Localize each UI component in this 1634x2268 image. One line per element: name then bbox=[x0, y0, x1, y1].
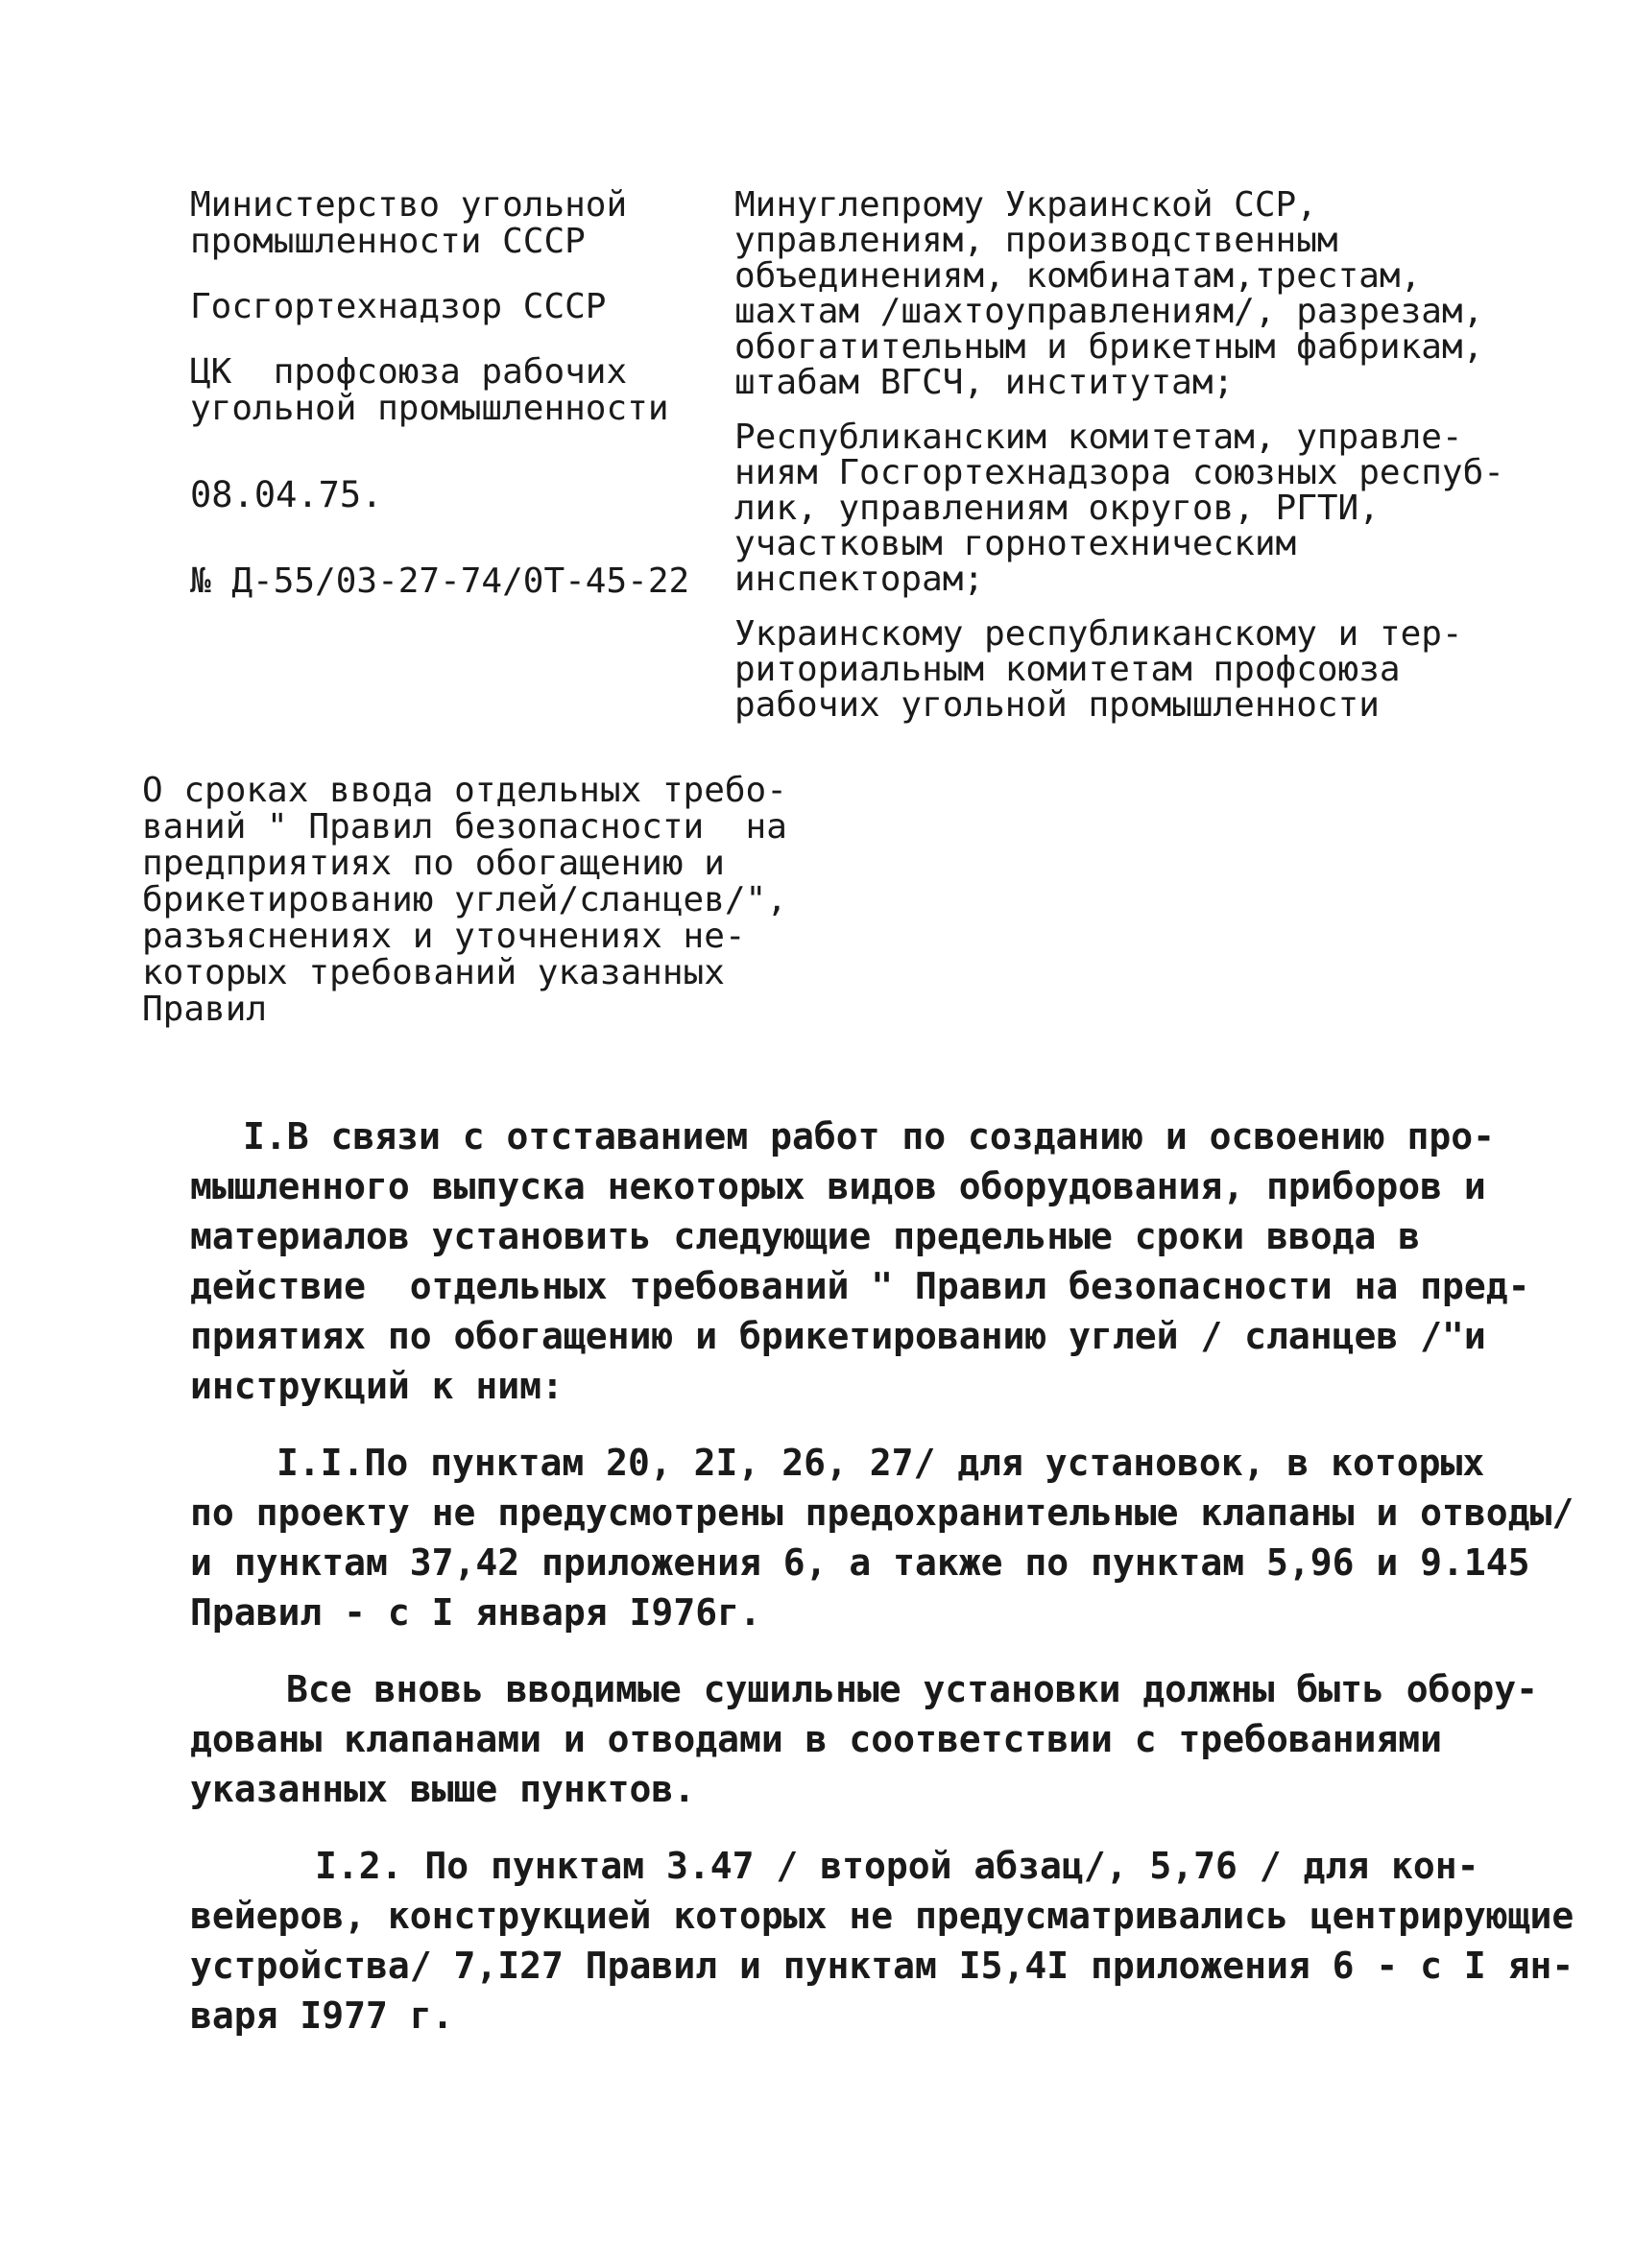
body-line: дованы клапанами и отводами в соответствии с требованиями bbox=[190, 1718, 1443, 1760]
subject-line: которых требований указанных bbox=[142, 953, 725, 992]
body-line: I.В связи с отставанием работ по созданию и освоению про- bbox=[243, 1115, 1496, 1158]
subject-line: ваний " Правил безопасности на bbox=[142, 807, 787, 847]
paragraph-1-2 bbox=[190, 1841, 1574, 2041]
body-line: варя I977 г. bbox=[190, 1994, 454, 2037]
subject-line: О сроках ввода отдельных требо- bbox=[142, 771, 787, 810]
subject-line: брикетированию углей/сланцев/", bbox=[142, 880, 787, 919]
addressee-line: управлениям, производственным bbox=[734, 221, 1338, 260]
addressee-line: обогатительным и брикетным фабрикам, bbox=[734, 327, 1484, 367]
body-line: I.2. По пунктам 3.47 / второй абзац/, 5,76 / для кон- bbox=[315, 1845, 1479, 1887]
issuer-union bbox=[190, 354, 728, 427]
document-subject bbox=[142, 773, 833, 1028]
addressee-group-1 bbox=[734, 187, 1598, 400]
issuer-line: промышленности СССР bbox=[190, 222, 586, 261]
issuer-block bbox=[190, 187, 728, 600]
issuer-ministry bbox=[190, 187, 728, 260]
body-line: мышленного выпуска некоторых видов оборудования, приборов и bbox=[190, 1165, 1486, 1207]
addressee-line: лик, управлениям округов, РГТИ, bbox=[734, 489, 1380, 528]
body-line: материалов установить следующие предельные сроки ввода в bbox=[190, 1215, 1421, 1257]
issuer-line: Госгортехнадзор СССР bbox=[190, 287, 607, 326]
body-line: Все вновь вводимые сушильные установки должны быть обору- bbox=[286, 1668, 1539, 1710]
subject-line: Правил bbox=[142, 990, 268, 1029]
body-line: вейеров, конструкцией которых не предусматривались центрирующие bbox=[190, 1895, 1574, 1937]
paragraph-1-1-note bbox=[190, 1664, 1539, 1814]
addressee-line: ниям Госгортехнадзора союзных респуб- bbox=[734, 453, 1504, 492]
document-date: 08.04.75. bbox=[190, 474, 383, 515]
issuer-gosgortekhnadzor bbox=[190, 289, 728, 325]
body-line: Правил - с I января I976г. bbox=[190, 1591, 761, 1634]
paragraph-1-1 bbox=[190, 1438, 1574, 1637]
addressee-group-2 bbox=[734, 419, 1598, 597]
issuer-line: Министерство угольной bbox=[190, 185, 628, 225]
body-line: действие отдельных требований " Правил безопасности на пред- bbox=[190, 1265, 1530, 1307]
body-line: и пунктам 37,42 приложения 6, а также по пунктам 5,96 и 9.145 bbox=[190, 1541, 1530, 1584]
addressee-line: рабочих угольной промышленности bbox=[734, 685, 1380, 725]
document-body bbox=[190, 1111, 1574, 2067]
body-line: приятиях по обогащению и брикетированию углей / сланцев /"и bbox=[190, 1315, 1486, 1357]
addressee-line: шахтам /шахтоуправлениям/, разрезам, bbox=[734, 292, 1484, 331]
subject-line: разъяснениях и уточнениях не- bbox=[142, 917, 746, 956]
issuer-line: угольной промышленности bbox=[190, 389, 669, 428]
issuer-line: ЦК профсоюза рабочих bbox=[190, 352, 628, 392]
body-line: по проекту не предусмотрены предохранительные клапаны и отводы/ bbox=[190, 1492, 1574, 1534]
addressee-block bbox=[734, 187, 1598, 742]
addressee-line: Республиканским комитетам, управле- bbox=[734, 418, 1463, 457]
addressee-line: инспекторам; bbox=[734, 560, 985, 599]
document-number: № Д-55/03-27-74/0Т-45-22 bbox=[190, 561, 690, 601]
subject-line: предприятиях по обогащению и bbox=[142, 844, 725, 883]
addressee-line: риториальным комитетам профсоюза bbox=[734, 650, 1401, 689]
addressee-line: Украинскому республиканскому и тер- bbox=[734, 614, 1463, 654]
body-line: I.I.По пунктам 20, 2I, 26, 27/ для установок, в которых bbox=[276, 1442, 1485, 1484]
addressee-group-3 bbox=[734, 616, 1598, 723]
body-line: инструкций к ним: bbox=[190, 1365, 564, 1407]
addressee-line: объединениям, комбинатам,трестам, bbox=[734, 256, 1422, 296]
addressee-line: участковым горнотехническим bbox=[734, 524, 1297, 563]
body-line: указанных выше пунктов. bbox=[190, 1768, 696, 1810]
addressee-line: штабам ВГСЧ, институтам; bbox=[734, 363, 1235, 402]
addressee-line: Минуглепрому Украинской ССР, bbox=[734, 185, 1317, 225]
body-line: устройства/ 7,I27 Правил и пунктам I5,4I приложения 6 - с I ян- bbox=[190, 1945, 1574, 1987]
paragraph-1 bbox=[190, 1111, 1534, 1411]
